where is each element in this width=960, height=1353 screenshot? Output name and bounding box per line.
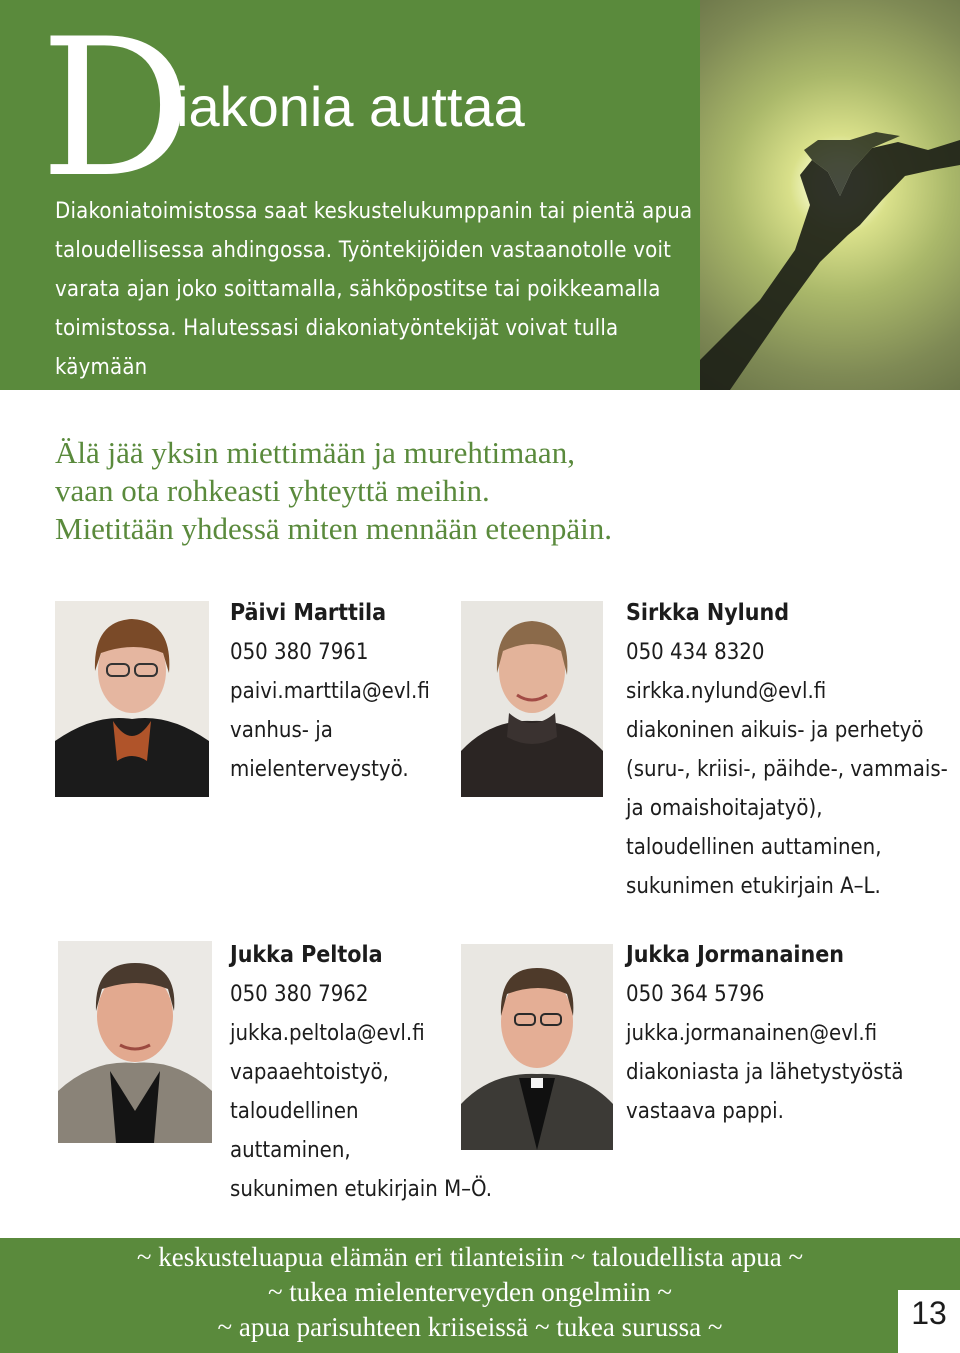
contact-phone[interactable]: 050 434 8320 [626,640,765,665]
page-number: 13 [898,1290,960,1353]
slogan-line: Mietitään yhdessä miten mennään eteenpäin. [55,511,612,546]
portrait-jukka-jormanainen [461,944,613,1150]
contact-card-jukka-jormanainen [626,936,903,1131]
contact-role: diakoninen aikuis- ja perhetyö [626,718,924,743]
intro-line: toimistossa. Halutessasi diakoniatyöntekijät voivat tulla käymään [55,316,619,380]
portrait-sirkka-nylund [461,601,603,797]
contact-role: sukunimen etukirjain M–Ö. [230,1177,493,1202]
intro-line: Diakoniatoimistossa saat keskustelukumppanin tai pientä apua [55,199,693,224]
footer-tagline: ~ tukea mielenterveyden ongelmiin ~ [267,1277,673,1307]
contact-card-sirkka-nylund [626,594,948,906]
contact-phone[interactable]: 050 380 7961 [230,640,369,665]
contact-name: Sirkka Nylund [626,600,790,626]
contact-card-jukka-peltola [230,936,492,1209]
contact-name: Jukka Peltola [230,942,383,968]
contact-phone[interactable]: 050 364 5796 [626,982,765,1007]
slogan-line: Älä jää yksin miettimään ja murehtimaan, [55,435,575,470]
header-banner [0,0,700,419]
contact-role: auttaminen, [230,1138,351,1163]
contact-role: vapaaehtoistyö, [230,1060,389,1085]
contact-phone[interactable]: 050 380 7962 [230,982,369,1007]
contact-name: Jukka Jormanainen [626,942,845,968]
contact-role: sukunimen etukirjain A–L. [626,874,881,899]
contact-email[interactable]: jukka.peltola@evl.fi [230,1021,425,1046]
portrait-paivi-marttila [55,601,209,797]
title-drop-cap: D [40,0,193,219]
intro-line: myös kotona. [55,394,191,419]
slogan [55,434,795,548]
slogan-line: vaan ota rohkeasti yhteyttä meihin. [55,473,490,508]
heart-hands-silhouette [700,0,960,390]
contact-role: vanhus- ja [230,718,333,743]
portrait-jukka-peltola [58,941,212,1143]
footer-tagline: ~ apua parisuhteen kriiseissä ~ tukea surussa ~ [217,1312,723,1342]
heart-hands-sun-photo [700,0,960,390]
contact-role: vastaava pappi. [626,1099,784,1124]
footer-banner [0,1238,960,1353]
contact-role: diakoniasta ja lähetystyöstä [626,1060,904,1085]
footer-tagline: ~ keskusteluapua elämän eri tilanteisiin ~ taloudellista apua ~ [136,1242,804,1272]
contact-card-paivi-marttila [230,594,430,789]
intro-paragraph [55,192,695,426]
contact-email[interactable]: sirkka.nylund@evl.fi [626,679,827,704]
contact-name: Päivi Marttila [230,600,387,626]
contact-role: (suru-, kriisi-, päihde-, vammais- [626,757,948,782]
contact-email[interactable]: jukka.jormanainen@evl.fi [626,1021,878,1046]
title-text: iakonia auttaa [176,75,525,138]
contact-role: taloudellinen auttaminen, [626,835,882,860]
contact-role: taloudellinen [230,1099,359,1124]
contact-role: mielenterveystyö. [230,757,409,782]
intro-line: varata ajan joko soittamalla, sähköpostitse tai poikkeamalla [55,277,661,302]
contact-role: ja omaishoitajatyö), [626,796,823,821]
intro-line: taloudellisessa ahdingossa. Työntekijöiden vastaanotolle voit [55,238,672,263]
contact-email[interactable]: paivi.marttila@evl.fi [230,679,430,704]
